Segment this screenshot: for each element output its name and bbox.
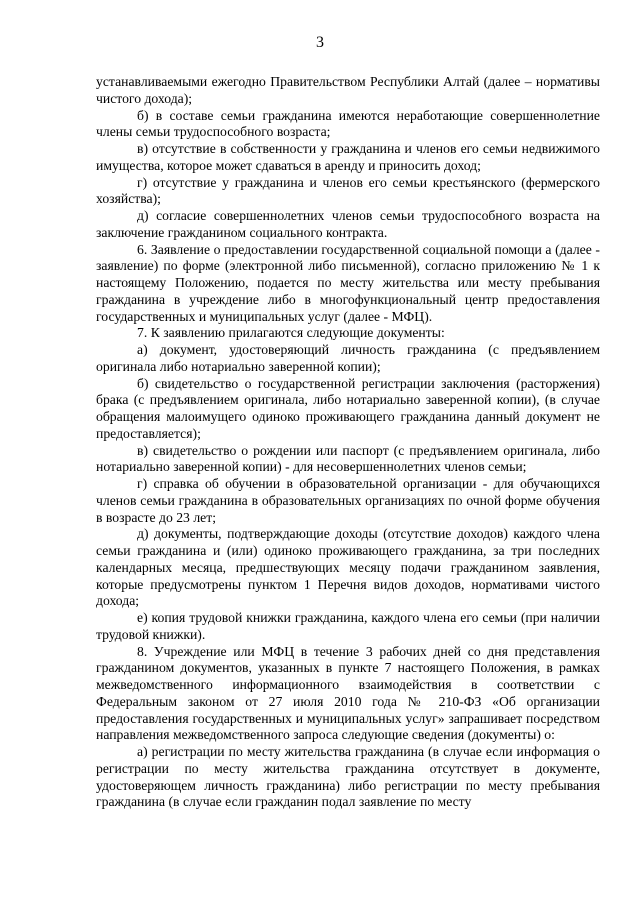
paragraph-item-g: г) отсутствие у гражданина и членов его семьи крестьянского (фермерского хозяйства); bbox=[96, 174, 600, 207]
paragraph-continuation: устанавливаемыми ежегодно Правительством Республики Алтай (далее – нормативы чистого дохода); bbox=[96, 74, 600, 106]
paragraph-item-d: д) согласие совершеннолетних членов семьи трудоспособного возраста на заключение гражданином социального контракта. bbox=[96, 208, 600, 240]
paragraph-doc-g: г) справка об обучении в образовательной организации - для обучающихся членов семьи гражданина в образовательных организациях по очной форме обучения в возрасте до 23 лет; bbox=[96, 476, 600, 525]
paragraph-doc-d: д) документы, подтверждающие доходы (отсутствие доходов) каждого члена семьи гражданина и (или) одиноко проживающего гражданина, за три последних календарных месяца, предшествующих месяцу подачи гражданином заявления, которые предусмотрены пунктом 1 Перечня видов доходов, нормативами чистого дохода; bbox=[96, 526, 600, 609]
paragraph-section-6: 6. Заявление о предоставлении государственной социальной помощи а (далее - заявление) по форме (электронной либо письменной), согласно приложению № 1 к настоящему Положению, подается по месту жительства или месту пребывания гражданина в учреждение либо в многофункциональный центр предоставления государственных и муниципальных услуг (далее - МФЦ). bbox=[96, 241, 600, 324]
page-number: 3 bbox=[316, 34, 324, 51]
paragraph-section-8: 8. Учреждение или МФЦ в течение 3 рабочих дней со дня представления гражданином документов, указанных в пункте 7 настоящего Положения, в рамках межведомственного информационного взаимодействия в соответствии с Федеральным законом от 27 июля 2010 года № 210-ФЗ «Об организации предоставления государственных и муниципальных услуг» запрашивает посредством направления межведомственного запроса следующие сведения (документы) о: bbox=[96, 643, 600, 743]
paragraph-doc-e: е) копия трудовой книжки гражданина, каждого члена его семьи (при наличии трудовой книжки). bbox=[96, 610, 600, 642]
paragraph-request-a: а) регистрации по месту жительства гражданина (в случае если информация о регистрации по месту жительства гражданина отсутствует в документе, удостоверяющем личность гражданина) либо регистрации по месту пребывания гражданина (в случае если гражданин подал заявление по месту bbox=[96, 744, 600, 810]
paragraph-item-b: б) в составе семьи гражданина имеются неработающие совершеннолетние члены семьи трудоспособного возраста; bbox=[96, 107, 600, 140]
paragraph-doc-a: а) документ, удостоверяющий личность гражданина (с предъявлением оригинала либо нотариально заверенной копии); bbox=[96, 342, 600, 374]
document-body bbox=[96, 74, 600, 811]
paragraph-section-7: 7. К заявлению прилагаются следующие документы: bbox=[137, 325, 445, 341]
paragraph-doc-b: б) свидетельство о государственной регистрации заключения (расторжения) брака (с предъявлением оригинала, либо нотариально заверенной копии), (в случае обращения малоимущего одиноко проживающего гражданина данный документ не предоставляется); bbox=[96, 375, 600, 441]
paragraph-item-v: в) отсутствие в собственности у гражданина и членов его семьи недвижимого имущества, которое может сдаваться в аренду и приносить доход; bbox=[96, 141, 600, 173]
paragraph-doc-v: в) свидетельство о рождении или паспорт (с предъявлением оригинала, либо нотариально заверенной копии) - для несовершеннолетних членов семьи; bbox=[96, 442, 600, 475]
